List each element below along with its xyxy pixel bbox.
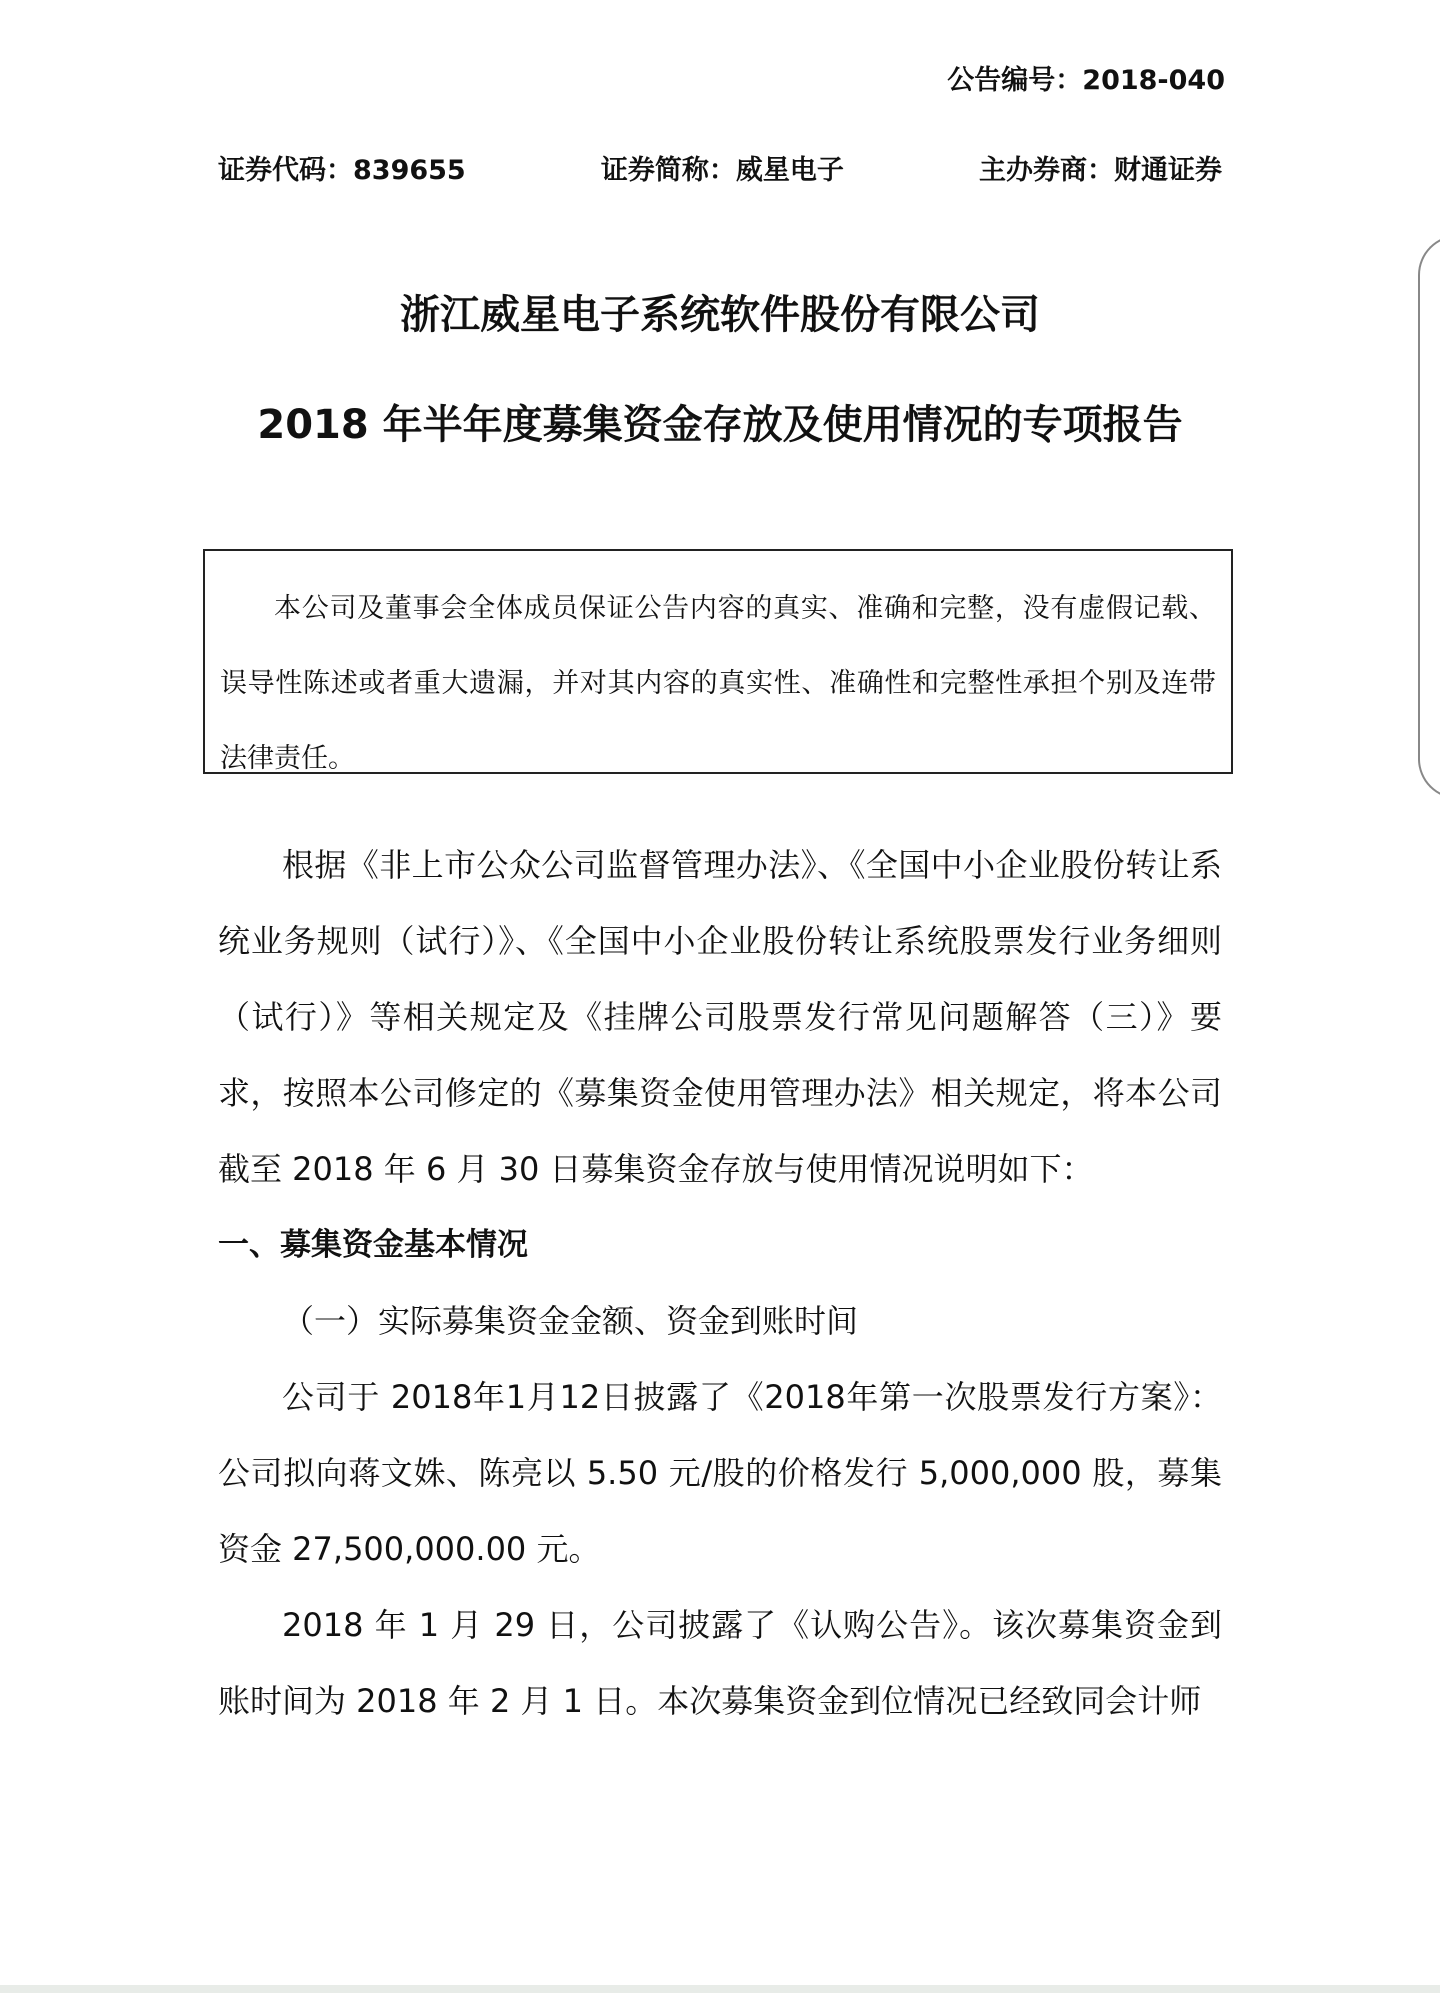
paragraph-subscription: 2018 年 1 月 29 日，公司披露了《认购公告》。该次募集资金到账时间为 2018 年 2 月 1 日。本次募集资金到位情况已经致同会计师 (218, 1606, 1222, 1720)
paragraph-issuance-plan: 公司于 2018年1月12日披露了《2018年第一次股票发行方案》：公司拟向蒋文姝、陈亮以 5.50 元/股的价格发行 5,000,000 股，募集资金 27,500,000.00 元。 (218, 1378, 1222, 1568)
report-body (218, 827, 1222, 1739)
announcement-number: 公告编号：2018-040 (947, 65, 1225, 96)
securities-info-row (218, 148, 1222, 187)
scroll-edge-handle[interactable] (1418, 235, 1440, 799)
board-statement-box: 本公司及董事会全体成员保证公告内容的真实、准确和完整，没有虚假记载、误导性陈述或者重大遗漏，并对其内容的真实性、准确性和完整性承担个别及连带法律责任。 (203, 549, 1233, 774)
report-title: 2018 年半年度募集资金存放及使用情况的专项报告 (257, 402, 1183, 448)
section-heading: 一、募集资金基本情况 (218, 1227, 528, 1263)
company-name-title: 浙江威星电子系统软件股份有限公司 (400, 292, 1040, 338)
bottom-bar (0, 1985, 1440, 1993)
securities-abbreviation: 证券简称：威星电子 (600, 155, 844, 186)
sponsor-broker: 主办券商：财通证券 (978, 155, 1222, 186)
subsection-heading: （一）实际募集资金金额、资金到账时间 (282, 1302, 859, 1340)
intro-paragraph: 根据《非上市公众公司监督管理办法》、《全国中小企业股份转让系统业务规则（试行）》、《全国中小企业股份转让系统股票发行业务细则（试行）》等相关规定及《挂牌公司股票发行常见问题解答（三）》要求，按照本公司修定的《募集资金使用管理办法》相关规定，将本公司截至 2018 年 6 月 30 日募集资金存放与使用情况说明如下： (218, 846, 1222, 1188)
securities-code: 证券代码：839655 (218, 155, 466, 186)
